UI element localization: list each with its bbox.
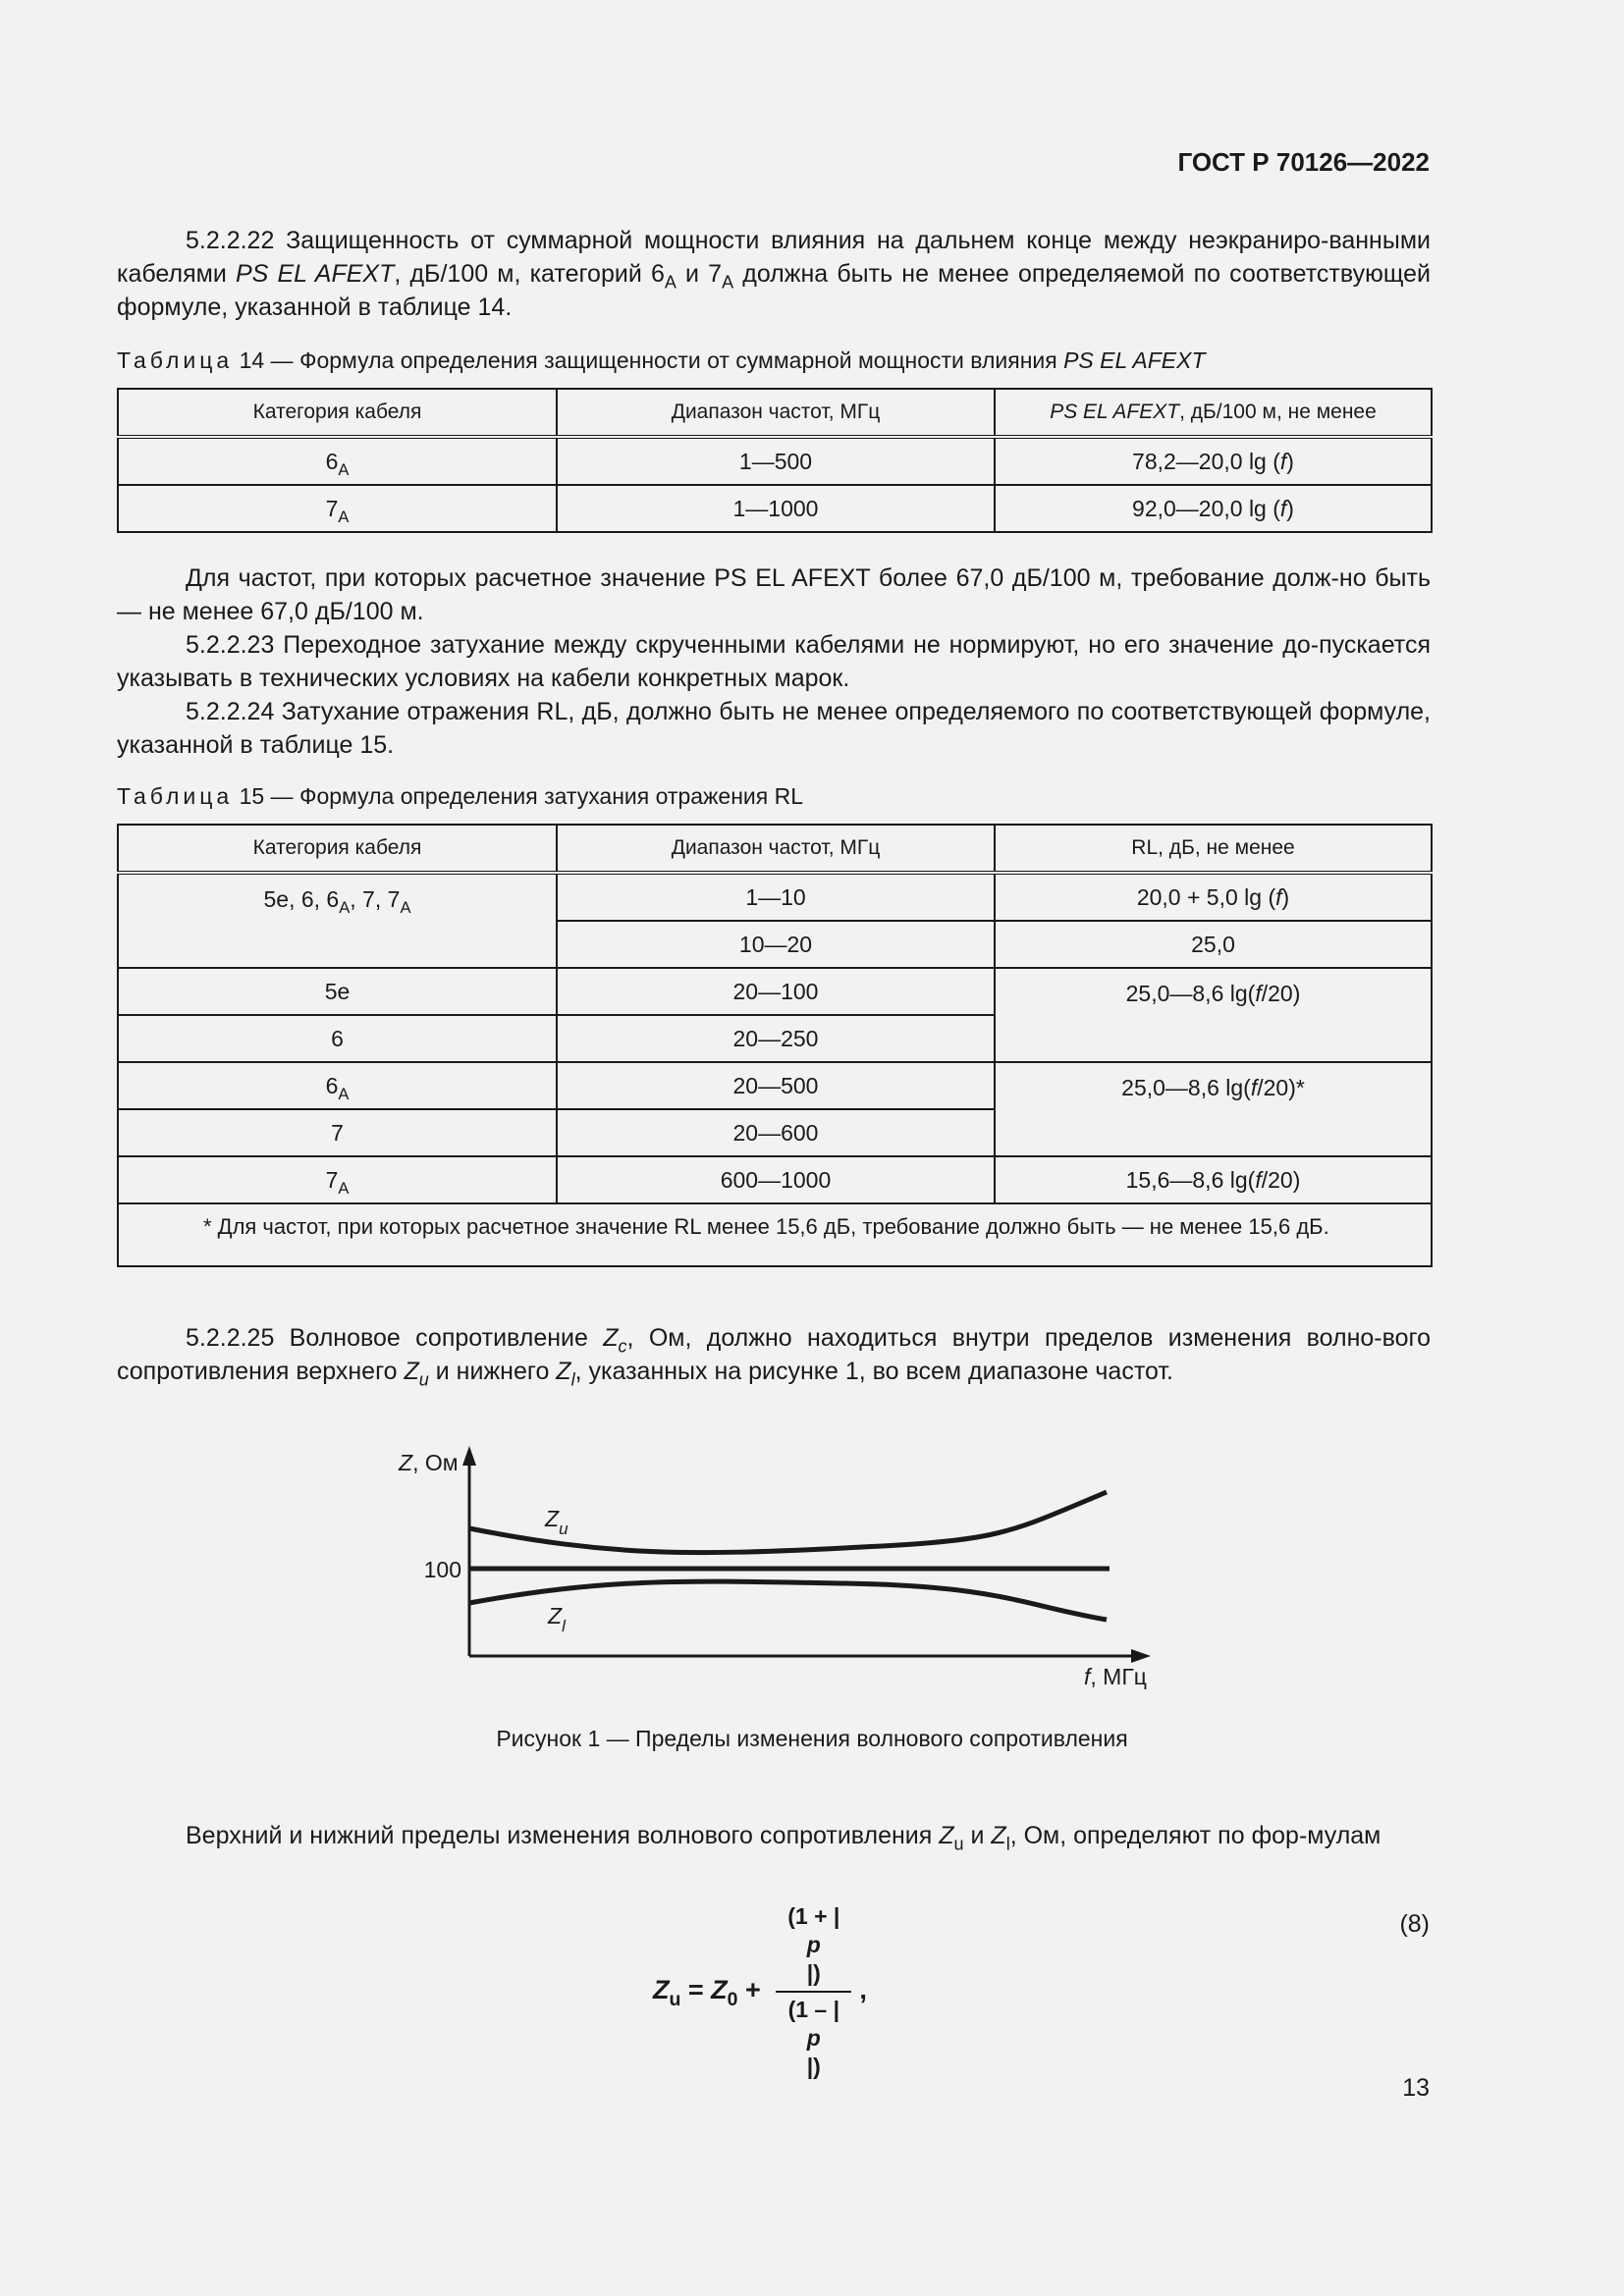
- cell-range: 1—500: [557, 437, 995, 485]
- cell-range: 20—100: [557, 968, 995, 1015]
- paragraph-formulas-intro: [117, 1819, 1431, 1852]
- figure-caption: Рисунок 1 — Пределы изменения волнового сопротивления: [496, 1726, 1128, 1751]
- cell-formula: [995, 485, 1432, 532]
- subscript: A: [338, 459, 350, 479]
- caption-term: PS EL AFEXT: [1063, 347, 1206, 373]
- figure-impedance-limits: [393, 1438, 1178, 1703]
- subscript: u: [669, 1988, 681, 2010]
- cell-range: 600—1000: [557, 1156, 995, 1203]
- note-text: * Для частот, при которых расчетное значение RL менее 15,6 дБ, требование должно быть — не менее 15,6 дБ.: [203, 1214, 1329, 1239]
- cell-value: 25,0: [995, 921, 1432, 968]
- cell-formula: [995, 1156, 1432, 1203]
- page-number: 13: [1402, 2074, 1430, 2102]
- cell-range: 20—500: [557, 1062, 995, 1109]
- subscript: A: [722, 272, 734, 293]
- formula-var: f: [1250, 1075, 1258, 1100]
- x-axis-label: f, МГц: [1084, 1664, 1147, 1689]
- symbol-z: Z: [556, 1358, 571, 1385]
- document-number: ГОСТ Р 70126—2022: [1177, 147, 1430, 177]
- formula-var: f: [1279, 495, 1287, 521]
- category-value: 5е, 6, 6: [263, 886, 340, 912]
- formula-close: /20)*: [1257, 1075, 1305, 1100]
- table-row: [118, 485, 1432, 532]
- fraction-denominator: (1 – | p |): [787, 1997, 840, 2079]
- cell-category: 6: [118, 1015, 557, 1062]
- cell-formula: [995, 1062, 1432, 1156]
- category-value: 7: [325, 495, 339, 521]
- header-value: RL, дБ, не менее: [995, 825, 1432, 873]
- formula-comma: ,: [859, 1975, 867, 2005]
- cell-category: [118, 437, 557, 485]
- clause-text: , указанных на рисунке 1, во всем диапазоне частот.: [574, 1358, 1173, 1385]
- formula-text: 25,0—8,6 lg(: [1125, 981, 1256, 1006]
- clause-text: должна быть не менее определяемой по соответствующей формуле, указанной в таблице 14.: [117, 260, 1432, 321]
- table-row: [118, 1156, 1432, 1203]
- cell-range: 10—20: [557, 921, 995, 968]
- formula-close: /20): [1261, 1166, 1301, 1193]
- symbol-z: Z: [939, 1822, 954, 1849]
- formula-z0: Z: [711, 1975, 728, 2005]
- formula-text: 25,0—8,6 lg(: [1121, 1075, 1251, 1100]
- clause-text: , Ом, определяют по фор-мулам: [1009, 1822, 1381, 1849]
- clause-text: и нижнего: [428, 1358, 557, 1385]
- caption-text: Формула определения защищенности от суммарной мощности влияния: [298, 347, 1064, 373]
- cell-category: 5е: [118, 968, 557, 1015]
- subscript: A: [338, 1084, 350, 1103]
- x-axis-arrow-icon: [1131, 1649, 1151, 1663]
- formula-close: /20): [1261, 981, 1301, 1006]
- cell-category: [118, 1156, 557, 1203]
- subscript: A: [400, 897, 411, 917]
- header-category: Категория кабеля: [118, 389, 557, 437]
- equation-number: (8): [1399, 1910, 1430, 1938]
- cell-category-group: [118, 873, 557, 968]
- symbol-z: Z: [991, 1822, 1006, 1849]
- cell-formula: [995, 437, 1432, 485]
- table-row: [118, 1062, 1432, 1109]
- formula-plus: +: [737, 1975, 769, 2005]
- formula-close: ): [1281, 883, 1290, 910]
- cell-range: 20—600: [557, 1109, 995, 1156]
- symbol-z: Z: [603, 1324, 619, 1352]
- paragraph-5-2-2-25: [117, 1321, 1431, 1388]
- caption-prefix: Таблица: [117, 783, 234, 809]
- category-value: 7: [325, 1166, 339, 1193]
- cell-category: [118, 1062, 557, 1109]
- paragraph-5-2-2-24: 5.2.2.24 Затухание отражения RL, дБ, должно быть не менее определяемого по соответствующей формуле, указанной в таблице 15.: [117, 698, 1431, 759]
- category-value: , 7, 7: [350, 886, 401, 912]
- label-zu: $Z_u$: [545, 1506, 568, 1538]
- formula-var: f: [1275, 883, 1282, 910]
- table-header-row: [118, 825, 1432, 873]
- formula-var: f: [1255, 981, 1262, 1006]
- subscript: 0: [727, 1988, 738, 2010]
- clause-number: 5.2.2.22: [186, 227, 275, 254]
- formula-text: 78,2—20,0 lg (: [1132, 448, 1280, 474]
- subscript: A: [664, 272, 677, 293]
- table-note-row: [118, 1203, 1432, 1266]
- subscript: A: [339, 897, 351, 917]
- header-term: PS EL AFEXT: [1050, 400, 1180, 423]
- clause-text: 5.2.2.25 Волновое сопротивление: [186, 1324, 604, 1352]
- formula-8: [653, 1899, 867, 2084]
- clause-text: и 7: [676, 260, 723, 288]
- tick-label-100: 100: [423, 1557, 461, 1582]
- term-ps-el-afext: PS EL AFEXT: [235, 260, 395, 288]
- y-axis-label: Z, Ом: [399, 1450, 459, 1475]
- clause-text: и: [963, 1822, 992, 1849]
- subscript: A: [338, 507, 350, 526]
- table-header-row: [118, 389, 1432, 437]
- label-zl: $Z_l$: [548, 1603, 566, 1635]
- subscript: u: [953, 1834, 964, 1854]
- formula-text: 92,0—20,0 lg (: [1132, 495, 1280, 521]
- paragraph-5-2-2-22: [117, 224, 1431, 324]
- caption-number: 14 —: [233, 347, 299, 373]
- table-15-caption: [117, 783, 803, 810]
- category-value: 6: [325, 1072, 339, 1098]
- paragraph-note-67: Для частот, при которых расчетное значение PS EL AFEXT более 67,0 дБ/100 м, требование долж-но быть — не менее 67,0 дБ/100 м.: [117, 564, 1431, 625]
- formula-text: 20,0 + 5,0 lg (: [1136, 883, 1276, 910]
- subscript: l: [570, 1369, 575, 1390]
- subscript: A: [338, 1178, 350, 1198]
- header-value: [995, 389, 1432, 437]
- lower-limit-curve: [469, 1581, 1107, 1620]
- formula-fraction: [776, 1899, 851, 2084]
- clause-text: , дБ/100 м, категорий 6: [394, 260, 665, 288]
- formula-lhs: Z: [653, 1975, 670, 2005]
- category-value: 6: [325, 448, 339, 474]
- header-unit: , дБ/100 м, не менее: [1179, 400, 1377, 423]
- subscript: c: [618, 1336, 627, 1357]
- formula-equals: =: [680, 1975, 712, 2005]
- header-category: Категория кабеля: [118, 825, 557, 873]
- subscript: l: [1005, 1834, 1010, 1854]
- cell-range: 1—10: [557, 873, 995, 921]
- table-14: [117, 388, 1433, 533]
- formula-close: ): [1286, 495, 1294, 521]
- symbol-z: Z: [404, 1358, 419, 1385]
- formula-var: f: [1255, 1166, 1262, 1193]
- subscript: u: [418, 1369, 429, 1390]
- y-axis-arrow-icon: [462, 1446, 476, 1466]
- formula-var: f: [1279, 448, 1287, 474]
- paragraph-5-2-2-23: 5.2.2.23 Переходное затухание между скрученными кабелями не нормируют, но его значение до-пускается указывать в технических условиях на кабели конкретных марок.: [117, 631, 1431, 692]
- caption-text: Формула определения затухания отражения RL: [298, 783, 803, 809]
- table-14-caption: [117, 347, 1206, 374]
- header-range: Диапазон частот, МГц: [557, 825, 995, 873]
- cell-range: 20—250: [557, 1015, 995, 1062]
- cell-range: 1—1000: [557, 485, 995, 532]
- table-row: [118, 873, 1432, 921]
- table-row: [118, 437, 1432, 485]
- table-15: [117, 824, 1433, 1267]
- table-note: [118, 1203, 1432, 1266]
- cell-formula: [995, 968, 1432, 1062]
- paragraphs-after-table-14: [117, 561, 1431, 762]
- cell-formula: [995, 873, 1432, 921]
- fraction-numerator: (1 + | p |): [776, 1899, 851, 1993]
- clause-text: Защищенность от суммарной мощности влияния на дальнем конце между неэкраниро-ванными кабелями: [117, 227, 1431, 288]
- cell-category: 7: [118, 1109, 557, 1156]
- caption-number: 15 —: [233, 783, 299, 809]
- cell-category: [118, 485, 557, 532]
- formula-close: ): [1286, 448, 1294, 474]
- formula-text: 15,6—8,6 lg(: [1125, 1166, 1256, 1193]
- clause-text: , Ом, должно находиться внутри пределов изменения волно-вого сопротивления верхнего: [117, 1324, 1432, 1385]
- caption-prefix: Таблица: [117, 347, 234, 373]
- header-range: Диапазон частот, МГц: [557, 389, 995, 437]
- clause-text: Верхний и нижний пределы изменения волнового сопротивления: [186, 1822, 940, 1849]
- table-row: [118, 968, 1432, 1015]
